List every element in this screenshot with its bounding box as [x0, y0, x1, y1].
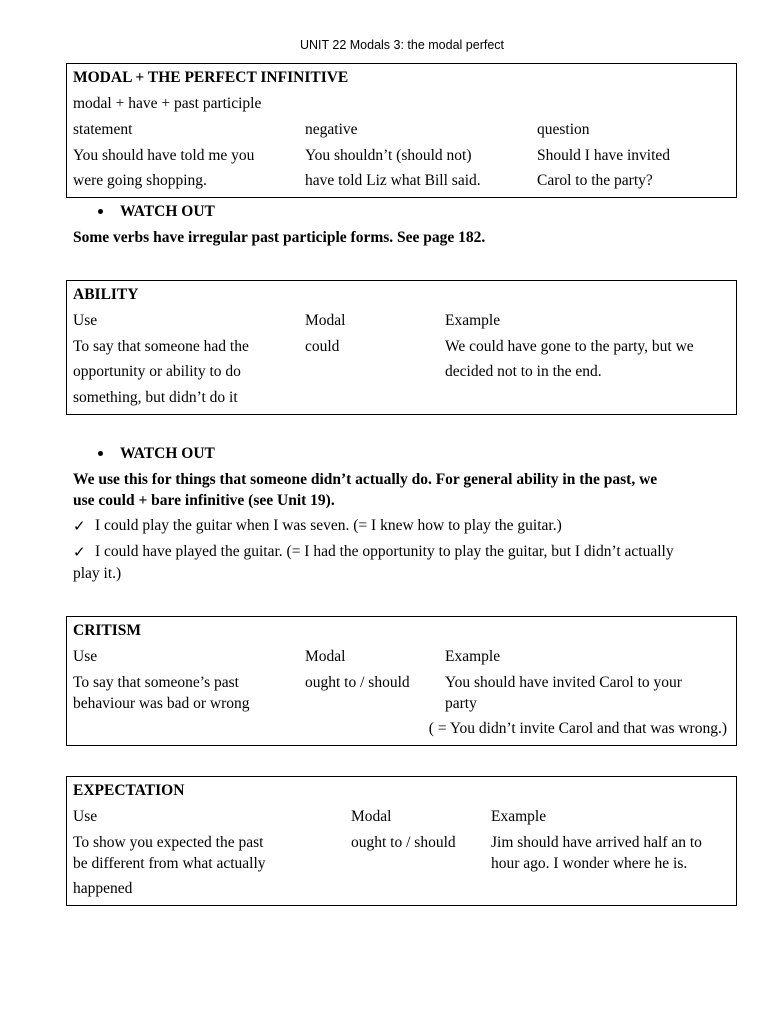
box-title: MODAL + THE PERFECT INFINITIVE [73, 69, 349, 86]
watch-out-text-line2: use could + bare infinitive (see Unit 19). [73, 492, 335, 509]
use-text-line2: behaviour was bad or wrong [73, 695, 250, 712]
box-title: ABILITY [73, 286, 139, 303]
modal-perfect-box [66, 63, 737, 198]
watch-out-heading: WATCH OUT [120, 203, 215, 220]
use-text-line1: To show you expected the past [73, 834, 264, 851]
column-header-use: Use [73, 312, 98, 329]
column-header-use: Use [73, 808, 98, 825]
check-icon: ✓ [73, 543, 86, 561]
box-title: CRITISM [73, 622, 142, 639]
statement-example-line2: were going shopping. [73, 172, 207, 189]
watch-out-text-line1: We use this for things that someone didn’t actually do. For general ability in the past, we [73, 471, 658, 488]
modal-value: ought to / should [305, 674, 410, 691]
column-header-negative: negative [305, 121, 358, 138]
column-header-modal: Modal [305, 312, 346, 329]
explanation-note: ( = You didn’t invite Carol and that was wrong.) [428, 720, 727, 737]
check-icon: ✓ [73, 517, 86, 535]
use-text-line2: be different from what actually [73, 855, 266, 872]
use-text-line2: opportunity or ability to do [73, 363, 241, 380]
watch-out-heading: WATCH OUT [120, 445, 215, 462]
column-header-example: Example [491, 808, 547, 825]
column-header-modal: Modal [305, 648, 346, 665]
column-header-example: Example [445, 312, 501, 329]
example-item-1: I could play the guitar when I was seven. (= I knew how to play the guitar.) [95, 517, 562, 534]
question-example-line2: Carol to the party? [537, 172, 653, 189]
use-text-line3: happened [73, 880, 133, 897]
bullet-icon [98, 451, 103, 456]
example-text-line1: Jim should have arrived half an to [491, 834, 702, 851]
statement-example-line1: You should have told me you [73, 147, 255, 164]
column-header-example: Example [445, 648, 501, 665]
negative-example-line1: You shouldn’t (should not) [305, 147, 472, 164]
example-text-line2: hour ago. I wonder where he is. [491, 855, 688, 872]
bullet-icon [98, 209, 103, 214]
expectation-box [66, 776, 737, 906]
column-header-question: question [537, 121, 590, 138]
example-text-line1: You should have invited Carol to your [445, 674, 682, 691]
column-header-statement: statement [73, 121, 133, 138]
formula: modal + have + past participle [73, 95, 262, 112]
example-text-line2: party [445, 695, 477, 712]
critism-box [66, 616, 737, 746]
example-text-line2: decided not to in the end. [445, 363, 602, 380]
column-header-use: Use [73, 648, 98, 665]
column-header-modal: Modal [351, 808, 392, 825]
example-item-2-line1: I could have played the guitar. (= I had the opportunity to play the guitar, but I didn’t actually [95, 543, 674, 560]
page-header: UNIT 22 Modals 3: the modal perfect [299, 38, 505, 52]
example-item-2-line2: play it.) [73, 565, 122, 582]
negative-example-line2: have told Liz what Bill said. [305, 172, 481, 189]
use-text-line1: To say that someone had the [73, 338, 249, 355]
use-text-line3: something, but didn’t do it [73, 389, 238, 406]
modal-value: could [305, 338, 340, 355]
ability-box [66, 280, 737, 415]
watch-out-text: Some verbs have irregular past participle forms. See page 182. [73, 229, 486, 246]
box-title: EXPECTATION [73, 782, 185, 799]
question-example-line1: Should I have invited [537, 147, 671, 164]
example-text-line1: We could have gone to the party, but we [445, 338, 694, 355]
use-text-line1: To say that someone’s past [73, 674, 239, 691]
modal-value: ought to / should [351, 834, 456, 851]
